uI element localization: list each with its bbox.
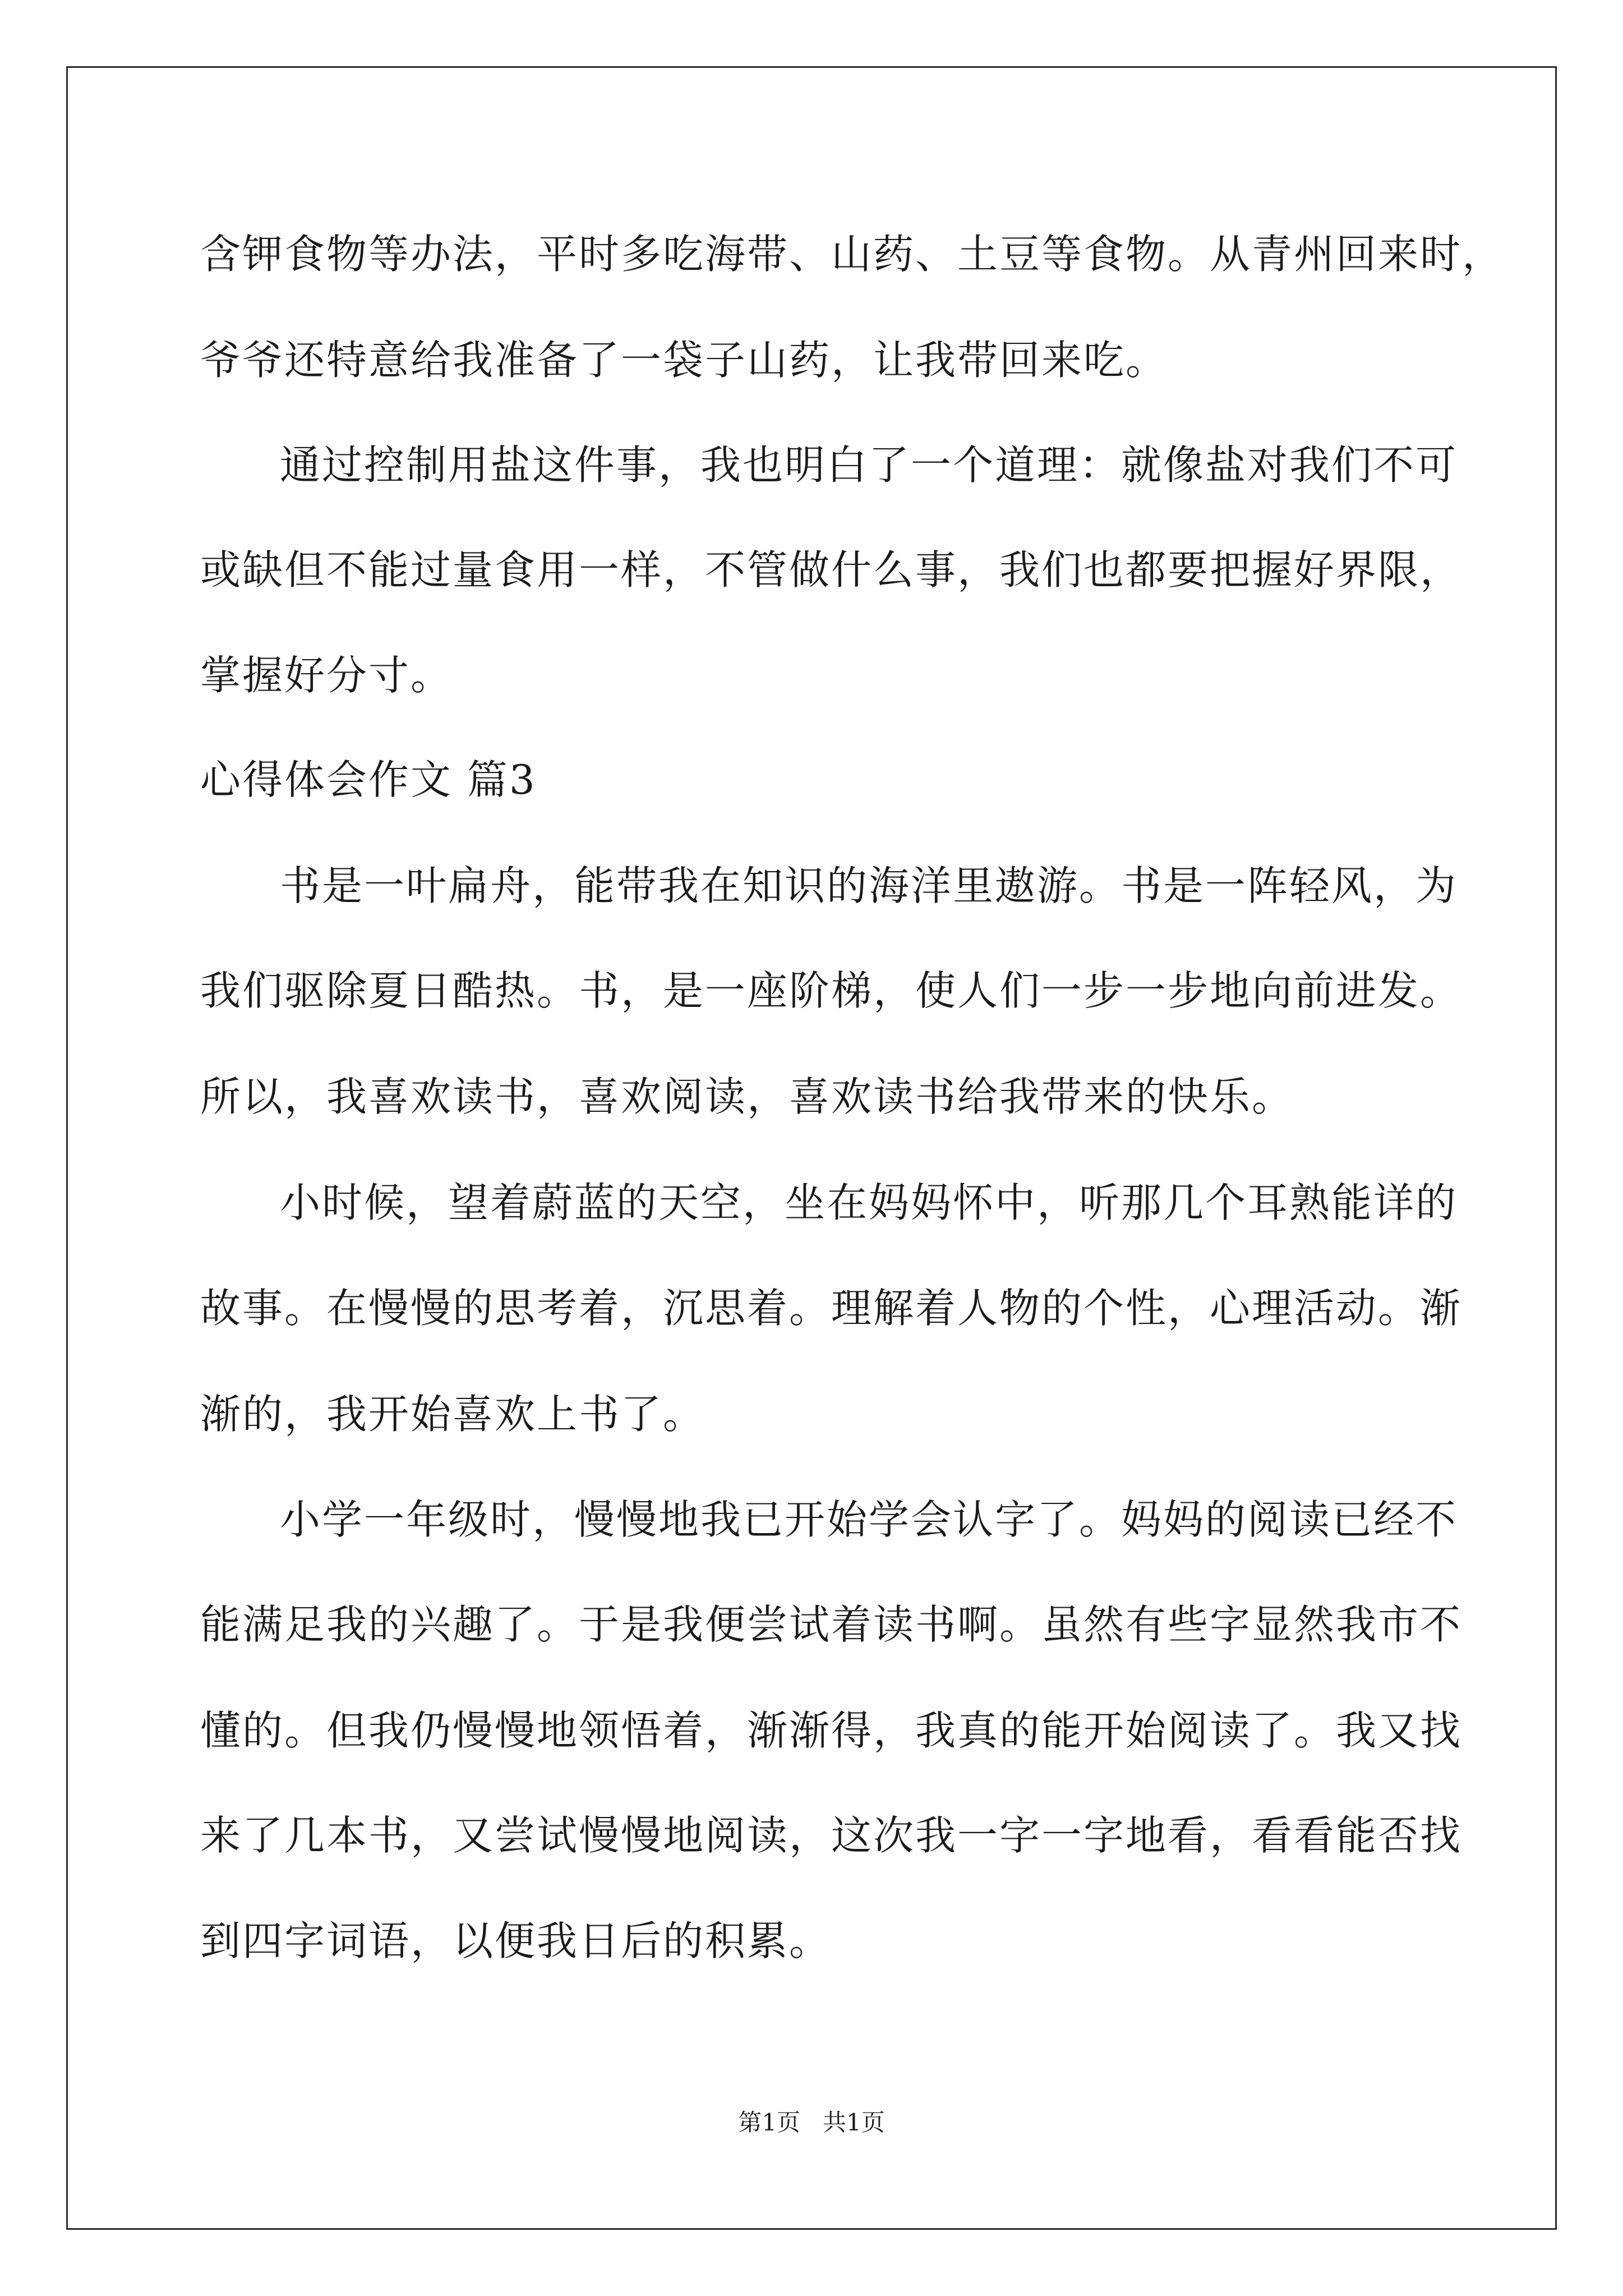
section-heading: 心得体会作文 篇3 bbox=[200, 756, 537, 803]
page-number-footer: 第1页 共1页 bbox=[738, 2109, 885, 2136]
text-line-9: 所以，我喜欢读书，喜欢阅读，喜欢读书给我带来的快乐。 bbox=[200, 1073, 1294, 1120]
text-line-11: 故事。在慢慢的思考着，沉思着。理解着人物的个性，心理活动。渐 bbox=[200, 1285, 1463, 1332]
text-line-12: 渐的，我开始喜欢上书了。 bbox=[200, 1391, 706, 1438]
text-line-10: 小时候，望着蔚蓝的天空，坐在妈妈怀中，听那几个耳熟能详的 bbox=[280, 1179, 1458, 1226]
text-line-16: 来了几本书，又尝试慢慢地阅读，这次我一字一字地看，看看能否找 bbox=[200, 1812, 1463, 1859]
text-line-3: 通过控制用盐这件事，我也明白了一个道理：就像盐对我们不可 bbox=[280, 441, 1458, 489]
text-line-4: 或缺但不能过量食用一样，不管做什么事，我们也都要把握好界限， bbox=[200, 546, 1463, 593]
text-line-7: 书是一叶扁舟，能带我在知识的海洋里遨游。书是一阵轻风，为 bbox=[280, 862, 1458, 909]
text-line-2: 爷爷还特意给我准备了一袋子山药，让我带回来吃。 bbox=[200, 337, 1168, 384]
text-line-17: 到四字词语，以便我日后的积累。 bbox=[200, 1917, 832, 1964]
text-line-14: 能满足我的兴趣了。于是我便尝试着读书啊。虽然有些字显然我市不 bbox=[200, 1601, 1463, 1648]
text-line-5: 掌握好分寸。 bbox=[200, 652, 453, 699]
page-border bbox=[66, 66, 1557, 2230]
text-line-13: 小学一年级时，慢慢地我已开始学会认字了。妈妈的阅读已经不 bbox=[280, 1496, 1458, 1543]
text-line-15: 懂的。但我仍慢慢地领悟着，渐渐得，我真的能开始阅读了。我又找 bbox=[200, 1707, 1463, 1754]
text-line-8: 我们驱除夏日酷热。书，是一座阶梯，使人们一步一步地向前进发。 bbox=[200, 967, 1463, 1014]
text-line-1: 含钾食物等办法，平时多吃海带、山药、土豆等食物。从青州回来时， bbox=[200, 231, 1505, 278]
